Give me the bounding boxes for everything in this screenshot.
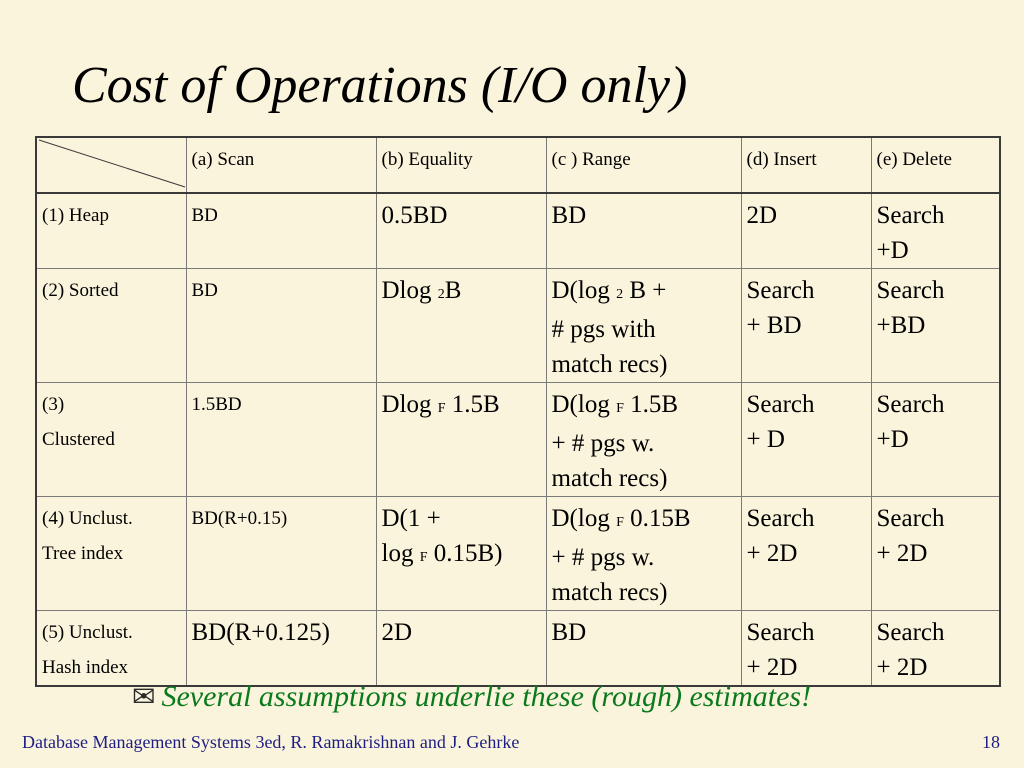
table-row-sorted [36,269,1000,383]
note-text: Several assumptions underlie these (rough) estimates! [161,680,812,713]
range-cell: D(log F 0.15B + # pgs w. match recs) [546,497,741,611]
assumptions-note [132,680,811,714]
range-cell: BD [546,611,741,687]
delete-cell: Search + 2D [871,611,1000,687]
envelope-icon: ✉ [132,682,156,713]
row-label: (5) Unclust. Hash index [36,611,186,687]
row-label: (3) Clustered [36,383,186,497]
row-label: (4) Unclust. Tree index [36,497,186,611]
column-header-insert: (d) Insert [741,137,871,193]
equality-cell: 0.5BD [376,193,546,269]
column-header-scan: (a) Scan [186,137,376,193]
table-row-unclust-tree [36,497,1000,611]
range-cell: BD [546,193,741,269]
insert-cell: Search + D [741,383,871,497]
row-label: (1) Heap [36,193,186,269]
table-row-clustered [36,383,1000,497]
delete-cell: Search +D [871,193,1000,269]
table-header-row [36,137,1000,193]
table-row-unclust-hash [36,611,1000,687]
equality-cell: Dlog 2B [376,269,546,383]
column-header-delete: (e) Delete [871,137,1000,193]
insert-cell: Search + 2D [741,497,871,611]
slide-title: Cost of Operations (I/O only) [72,57,688,114]
diagonal-divider [37,138,187,188]
corner-cell [36,137,186,193]
scan-cell: BD [186,193,376,269]
scan-cell: BD(R+0.125) [186,611,376,687]
scan-cell: BD(R+0.15) [186,497,376,611]
footer-citation: Database Management Systems 3ed, R. Ramakrishnan and J. Gehrke [22,732,520,752]
table-row-heap [36,193,1000,269]
cost-table [35,136,1001,687]
delete-cell: Search +BD [871,269,1000,383]
insert-cell: Search + 2D [741,611,871,687]
scan-cell: BD [186,269,376,383]
column-header-range: (c ) Range [546,137,741,193]
range-cell: D(log 2 B + # pgs with match recs) [546,269,741,383]
delete-cell: Search + 2D [871,497,1000,611]
insert-cell: 2D [741,193,871,269]
insert-cell: Search + BD [741,269,871,383]
column-header-equality: (b) Equality [376,137,546,193]
equality-cell: D(1 + log F 0.15B) [376,497,546,611]
equality-cell: Dlog F 1.5B [376,383,546,497]
equality-cell: 2D [376,611,546,687]
row-label: (2) Sorted [36,269,186,383]
page-number: 18 [982,732,1000,752]
scan-cell: 1.5BD [186,383,376,497]
range-cell: D(log F 1.5B + # pgs w. match recs) [546,383,741,497]
delete-cell: Search +D [871,383,1000,497]
